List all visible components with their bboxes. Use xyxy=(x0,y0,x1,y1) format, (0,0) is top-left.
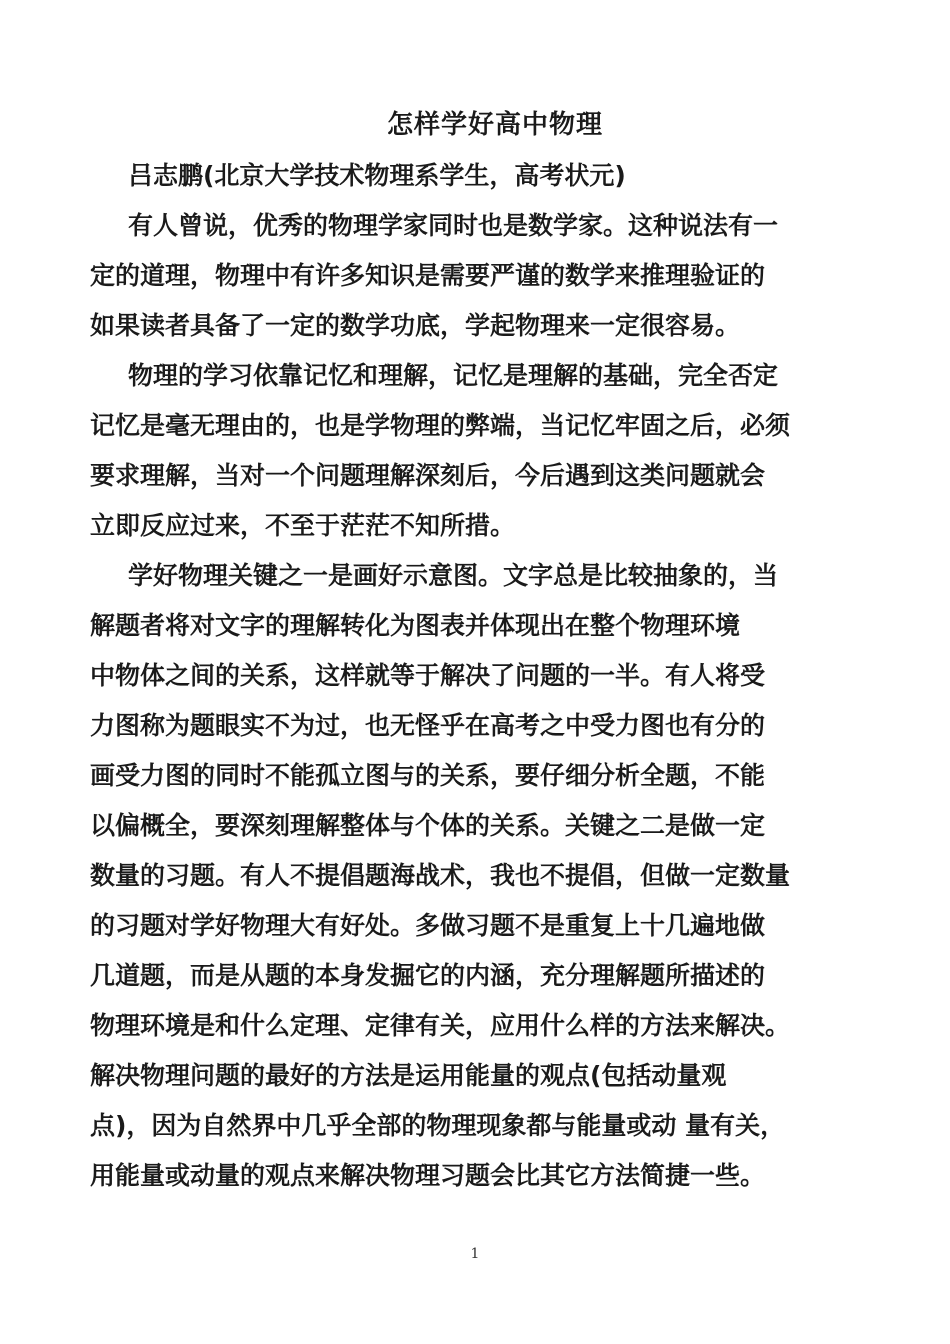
text-line: 物理环境是和什么定理、定律有关，应用什么样的方法来解决。 xyxy=(90,1011,791,1040)
text-line: 记忆是毫无理由的，也是学物理的弊端，当记忆牢固之后，必须 xyxy=(90,411,791,440)
text-line: 立即反应过来，不至于茫茫不知所措。 xyxy=(90,511,516,540)
text-line: 中物体之间的关系，这样就等于解决了问题的一半。有人将受 xyxy=(90,661,766,690)
text-line: 物理的学习依靠记忆和理解，记忆是理解的基础，完全否定 xyxy=(128,361,779,390)
text-line: 如果读者具备了一定的数学功底，学起物理来一定很容易。 xyxy=(90,311,741,340)
page-number: 1 xyxy=(470,1246,480,1262)
text-line: 学好物理关键之一是画好示意图。文字总是比较抽象的，当 xyxy=(128,561,779,590)
document-title: 怎样学好高中物理 xyxy=(386,110,603,140)
text-line: 解题者将对文字的理解转化为图表并体现出在整个物理环境 xyxy=(90,611,741,640)
text-line: 解决物理问题的最好的方法是运用能量的观点(包括动量观 xyxy=(90,1061,727,1090)
text-line: 数量的习题。有人不提倡题海战术，我也不提倡，但做一定数量 xyxy=(90,861,791,890)
document-body xyxy=(90,151,865,1201)
text-line: 几道题，而是从题的本身发掘它的内涵，充分理解题所描述的 xyxy=(90,961,766,990)
text-line: 吕志鹏(北京大学技术物理系学生，高考状元) xyxy=(128,161,626,190)
text-line: 力图称为题眼实不为过，也无怪乎在高考之中受力图也有分的 xyxy=(90,711,766,740)
text-line: 以偏概全，要深刻理解整体与个体的关系。关键之二是做一定 xyxy=(90,811,766,840)
text-line: 点)，因为自然界中几乎全部的物理现象都与能量或动 量有关， xyxy=(90,1111,786,1140)
text-line: 用能量或动量的观点来解决物理习题会比其它方法简捷一些。 xyxy=(90,1161,766,1190)
text-line: 有人曾说，优秀的物理学家同时也是数学家。这种说法有一 xyxy=(128,211,779,240)
text-line: 要求理解，当对一个问题理解深刻后，今后遇到这类问题就会 xyxy=(90,461,766,490)
text-line: 定的道理，物理中有许多知识是需要严谨的数学来推理验证的 xyxy=(90,261,766,290)
text-line: 画受力图的同时不能孤立图与的关系，要仔细分析全题，不能 xyxy=(90,761,766,790)
text-line: 的习题对学好物理大有好处。多做习题不是重复上十几遍地做 xyxy=(90,911,766,940)
